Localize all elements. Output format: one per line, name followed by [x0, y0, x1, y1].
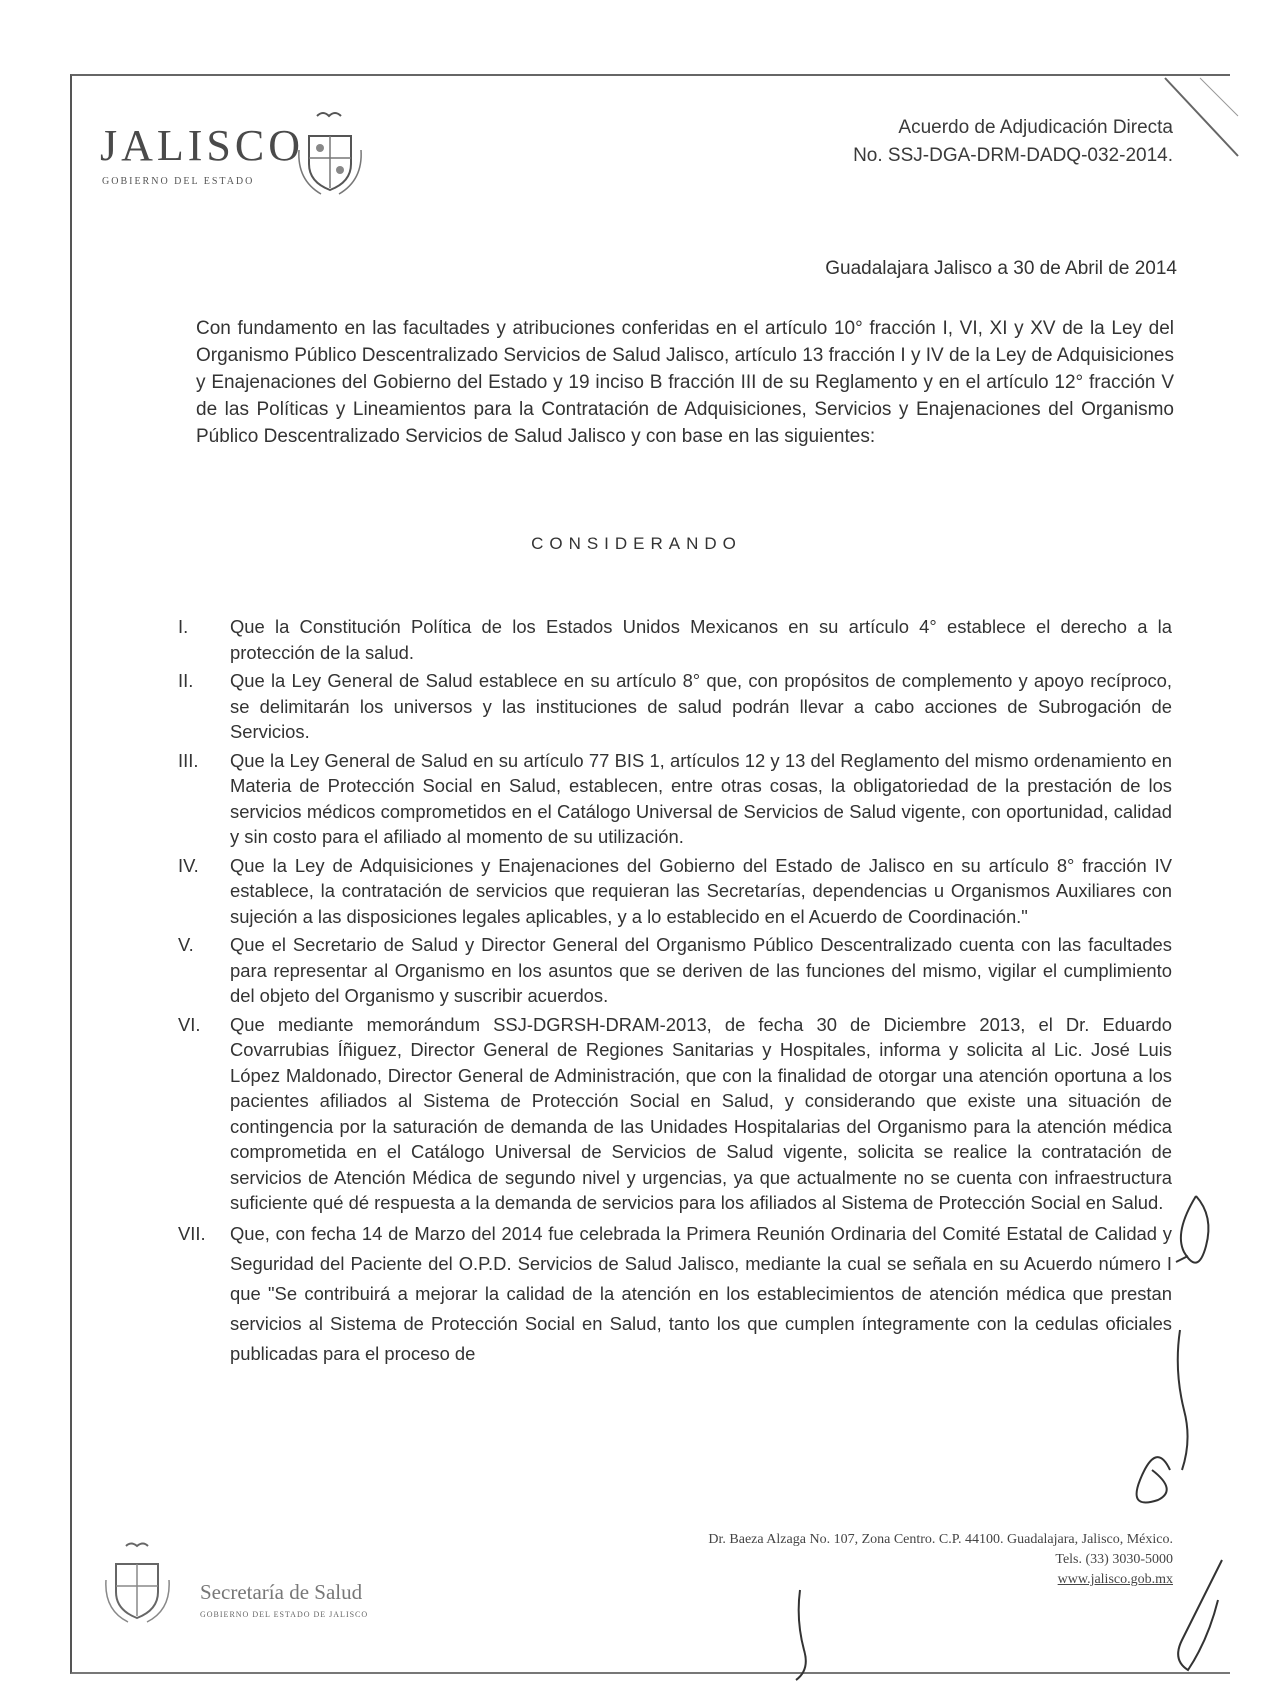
list-item — [178, 853, 1172, 930]
item-text: Que el Secretario de Salud y Director General del Organismo Público Descentralizado cuenta con las facultades para representar al Organismo en los asuntos que se deriven de las funciones del mismo, vigilar el cumplimiento del objeto del Organismo y suscribir acuerdos. — [230, 934, 1172, 1006]
footer-url-link[interactable]: www.jalisco.gob.mx — [1057, 1572, 1173, 1587]
item-number: I. — [178, 616, 189, 637]
logo-subtitle: GOBIERNO DEL ESTADO — [102, 176, 255, 187]
item-text: Que la Ley de Adquisiciones y Enajenaciones del Gobierno del Estado de Jalisco en su artículo 8° fracción IV establece, la contratación de servicios que requieran las Secretarías, dependencias u Organismos Auxiliares con sujeción a las disposiciones legales aplicables, y a lo establecido en el Acuerdo de Coordinación." — [230, 854, 1172, 927]
intro-paragraph: Con fundamento en las facultades y atribuciones conferidas en el artículo 10° fracción I, VI, XI y XV de la Ley del Organismo Público Descentralizado Servicios de Salud Jalisco, artículo 13 fracción I y IV de la Ley de Adquisiciones y Enajenaciones del Gobierno del Estado y 19 inciso B fracción III de su Reglamento y en el artículo 12° fracción V de las Políticas y Lineamientos para la Contratación de Adquisiciones, Servicios y Enajenaciones del Organismo Público Descentralizado Servicios de Salud Jalisco y con base en las siguientes: — [196, 318, 1174, 447]
list-item — [178, 1012, 1172, 1216]
item-number: II. — [178, 670, 194, 691]
logo-name: Secretaría de Salud — [200, 1580, 363, 1604]
item-text: Que la Constitución Política de los Estados Unidos Mexicanos en su artículo 4° establece el derecho a la protección de la salud. — [230, 616, 1172, 663]
jalisco-logo — [100, 110, 370, 200]
item-text: Que, con fecha 14 de Marzo del 2014 fue celebrada la Primera Reunión Ordinaria del Comité Estatal de Calidad y Seguridad del Paciente del O.P.D. Servicios de Salud Jalisco, mediante la cual se señala en su Acuerdo número I que "Se contribuirá a mejorar la calidad de la atención en los establecimientos de atención médica que prestan servicios al Sistema de Protección Social en Salud, tanto los que cumplen íntegramente con la cedulas oficiales publicadas para el proceso de — [230, 1222, 1172, 1364]
header-number: No. SSJ-DGA-DRM-DADQ-032-2014. — [853, 145, 1173, 166]
footer-phones: Tels. (33) 3030-5000 — [1055, 1552, 1173, 1567]
section-heading: CONSIDERANDO — [531, 534, 742, 553]
considerando-list — [178, 614, 1172, 1372]
coat-of-arms-icon — [295, 110, 365, 202]
footer-address: Dr. Baeza Alzaga No. 107, Zona Centro. C.P. 44100. Guadalajara, Jalisco, México. — [708, 1532, 1173, 1547]
item-number: III. — [178, 749, 199, 771]
list-item — [178, 748, 1172, 850]
item-number: V. — [178, 934, 194, 955]
list-item — [178, 614, 1172, 665]
list-item — [178, 1219, 1172, 1369]
coat-of-arms-icon — [100, 1540, 175, 1630]
item-number: IV. — [178, 854, 199, 876]
item-text: Que mediante memorándum SSJ-DGRSH-DRAM-2013, de fecha 30 de Diciembre 2013, el Dr. Eduardo Covarrubias Íñiguez, Director General de Regiones Sanitarias y Hospitales, informa y solicita al Lic. José Luis López Maldonado, Director General de Administración, que con la finalidad de otorgar una atención oportuna a los pacientes afiliados al Sistema de Protección Social en Salud, y considerando que existe una situación de contingencia por la saturación de demanda de las Unidades Hospitalarias del Organismo para la atención médica comprometida en el Catálogo Universal de Servicios de Salud vigente, solicita se realice la contratación de servicios de Atención Médica de segundo nivel y urgencias, ya que actualmente no se cuenta con infraestructura suficiente qué dé respuesta a la demanda de servicios para los afiliados al Sistema de Protección Social en Salud. — [230, 1013, 1172, 1213]
logo-subtitle: GOBIERNO DEL ESTADO DE JALISCO — [200, 1610, 369, 1619]
item-number: VII. — [178, 1222, 206, 1244]
document-header — [853, 114, 1173, 170]
list-item — [178, 668, 1172, 745]
footer-address-block — [708, 1530, 1173, 1590]
secretaria-salud-logo — [100, 1540, 390, 1630]
item-number: VI. — [178, 1013, 201, 1035]
logo-wordmark: JALISCO — [100, 121, 305, 170]
header-title: Acuerdo de Adjudicación Directa — [898, 117, 1173, 138]
item-text: Que la Ley General de Salud establece en su artículo 8° que, con propósitos de complemento y apoyo recíproco, se delimitarán los universos y las instituciones de salud podrán llevar a cabo acciones de Subrogación de Servicios. — [230, 670, 1172, 742]
date-line: Guadalajara Jalisco a 30 de Abril de 2014 — [825, 258, 1177, 279]
list-item — [178, 932, 1172, 1009]
item-text: Que la Ley General de Salud en su artículo 77 BIS 1, artículos 12 y 13 del Reglamento del mismo ordenamiento en Materia de Protección Social en Salud, establecen, entre otras cosas, la obligatoriedad de la prestación de los servicios médicos comprometidos en el Catálogo Universal de Servicios de Salud vigente, con oportunidad, calidad y sin costo para el afiliado al momento de su utilización. — [230, 749, 1172, 847]
